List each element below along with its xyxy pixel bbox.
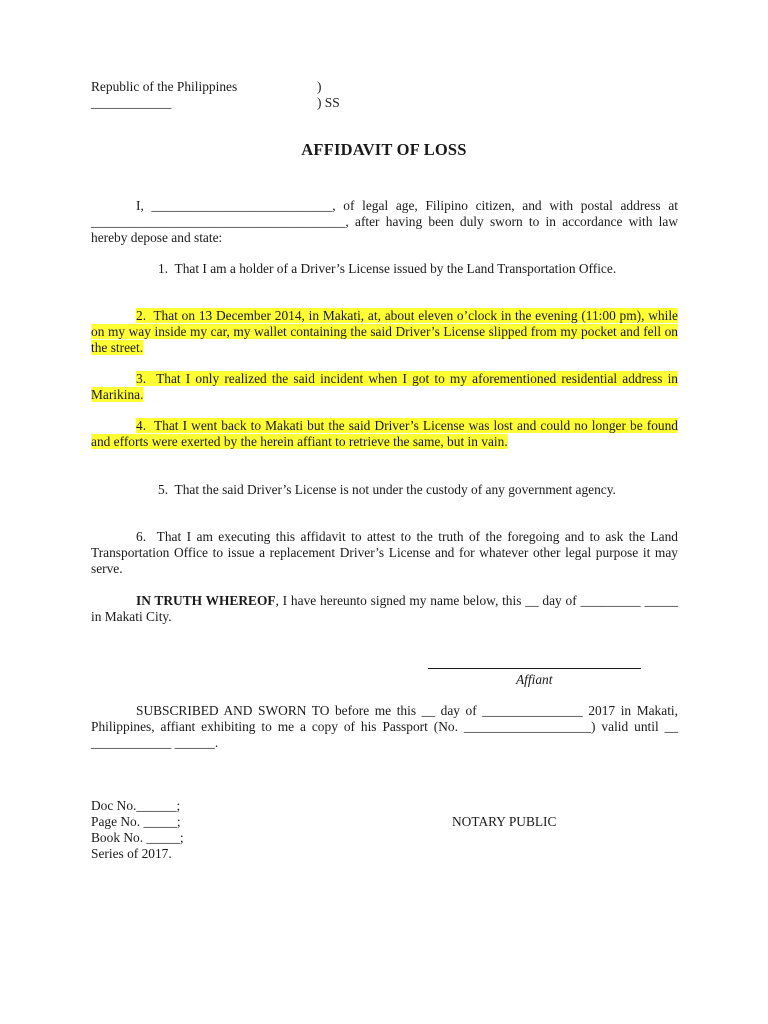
statement-text: That the said Driver’s License is not under the custody of any government agency. xyxy=(174,482,616,497)
page-number: Page No. _____; xyxy=(91,814,181,829)
notary-public-label: NOTARY PUBLIC xyxy=(452,814,557,829)
venue-ss: ) SS xyxy=(317,95,340,110)
statement-number: 6. xyxy=(136,529,147,544)
statement-item-1 xyxy=(113,261,678,277)
statement-item-6 xyxy=(91,529,678,577)
whereof-paragraph xyxy=(91,593,678,625)
statement-text: That I only realized the said incident when I got to my aforementioned residential address in Marikina. xyxy=(91,371,678,402)
statement-number: 5. xyxy=(158,482,169,497)
affiant-signature-line xyxy=(428,668,641,669)
highlighted-statement xyxy=(91,371,678,402)
whereof-text: , I have hereunto signed my name below, this __ day of _________ _____ in Makati City. xyxy=(91,593,678,624)
statement-number: 4. xyxy=(136,418,147,433)
venue-block xyxy=(91,79,237,111)
statement-text: That I am a holder of a Driver’s License issued by the Land Transportation Office. xyxy=(174,261,617,276)
whereof-lead: IN TRUTH WHEREOF xyxy=(136,593,276,608)
venue-country: Republic of the Philippines xyxy=(91,79,238,94)
jurat-paragraph: SUBSCRIBED AND SWORN TO before me this __ day of _______________ 2017 in Makati, Philippines, affiant exhibiting to me a copy of his Passport (No. ___________________) valid until __ ____________ ______. xyxy=(91,703,678,750)
statement-number: 3. xyxy=(136,371,147,386)
statement-item-2 xyxy=(91,308,678,356)
statement-number: 2. xyxy=(136,308,147,323)
statement-item-3 xyxy=(91,371,678,403)
statement-number: 1. xyxy=(158,261,169,276)
book-number: Book No. _____; xyxy=(91,830,184,845)
venue-blank: ____________ xyxy=(91,95,172,110)
highlighted-statement xyxy=(91,418,678,449)
statement-item-4 xyxy=(91,418,678,450)
statement-text: That I am executing this affidavit to attest to the truth of the foregoing and to ask the Land Transportation Office to issue a replacement Driver’s License and for whatever other legal purpose it may serve. xyxy=(91,529,678,576)
affiant-label: Affiant xyxy=(516,672,553,687)
highlighted-statement xyxy=(91,308,678,355)
intro-paragraph: I, ___________________________, of legal age, Filipino citizen, and with postal address at ______________________________________, after having been duly sworn to in accordance with law hereby depose and state: xyxy=(91,198,678,245)
statement-text: That on 13 December 2014, in Makati, at, about eleven o’clock in the evening (11:00 pm), while on my way inside my car, my wallet containing the said Driver’s License slipped from my pocket and fell on the street. xyxy=(91,308,678,355)
statement-item-5 xyxy=(113,482,678,498)
doc-number: Doc No.______; xyxy=(91,798,181,813)
series-year: Series of 2017. xyxy=(91,846,172,861)
venue-paren: ) xyxy=(317,79,322,94)
document-title: AFFIDAVIT OF LOSS xyxy=(301,140,467,159)
statement-text: That I went back to Makati but the said Driver’s License was lost and could no longer be found and efforts were exerted by the herein affiant to retrieve the same, but in vain. xyxy=(91,418,678,449)
